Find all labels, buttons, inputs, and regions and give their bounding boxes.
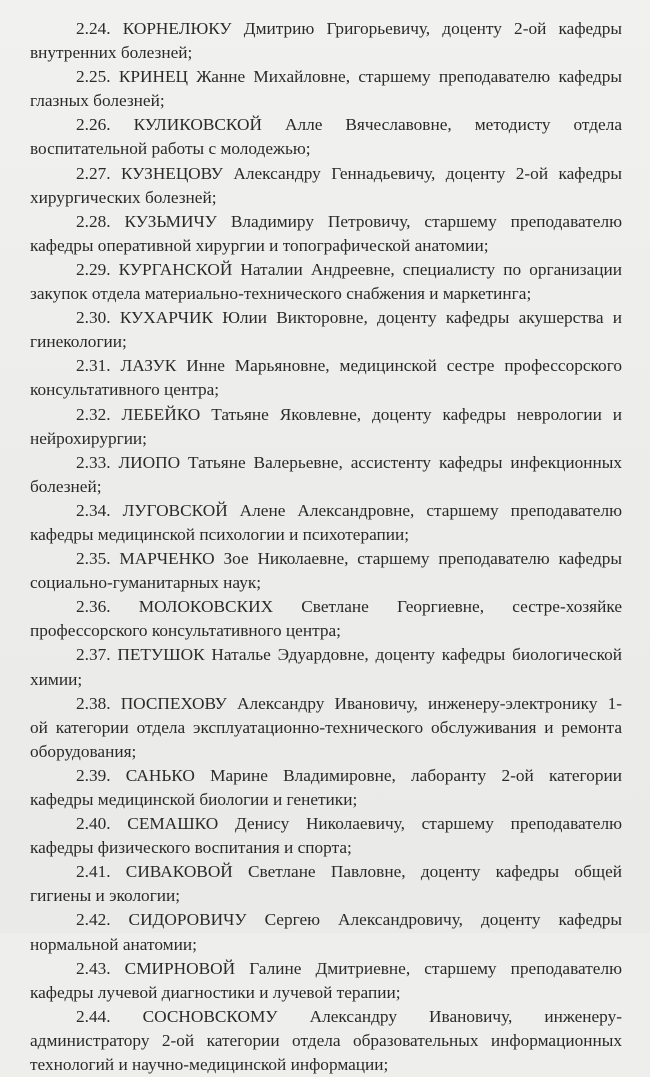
list-item bbox=[30, 547, 622, 595]
list-item-line: администратору 2-ой категории отдела образовательных информационных bbox=[30, 1030, 622, 1050]
list-item-line: кафедры медицинской биологии и генетики; bbox=[30, 790, 358, 809]
list-item-line: нейрохирургии; bbox=[30, 428, 147, 448]
list-item-line: внутренних болезней; bbox=[30, 43, 193, 63]
list-item bbox=[30, 1005, 622, 1077]
list-item-line: ой категории отдела эксплуатационно-технического обслуживания и ремонта bbox=[30, 717, 622, 737]
list-item-line: кафедры оперативной хирургии и топографической анатомии; bbox=[30, 235, 489, 255]
list-item-line: хирургических болезней; bbox=[30, 187, 217, 207]
list-item-first-line: 2.26. КУЛИКОВСКОЙ Алле Вячеславовне, методисту отдела bbox=[76, 115, 622, 135]
list-item bbox=[30, 957, 622, 1005]
list-item-first-line: 2.29. КУРГАНСКОЙ Наталии Андреевне, специалисту по организации bbox=[76, 259, 622, 279]
list-item-first-line: 2.40. СЕМАШКО Денису Николаевичу, старшему преподавателю bbox=[76, 814, 622, 834]
list-item-line: химии; bbox=[30, 669, 83, 689]
list-item-line: кафедры медицинской психологии и психотерапии; bbox=[30, 524, 410, 544]
list-item-line: гигиены и экологии; bbox=[30, 886, 181, 906]
list-item-first-line: 2.44. СОСНОВСКОМУ Александру Ивановичу, инженеру- bbox=[76, 1006, 622, 1026]
list-item-first-line: 2.33. ЛИОПО Татьяне Валерьевне, ассистенту кафедры инфекционных bbox=[76, 452, 622, 472]
list-item bbox=[30, 162, 622, 210]
list-item-line: консультативного центра; bbox=[30, 380, 220, 400]
document-body bbox=[30, 17, 622, 1077]
list-item bbox=[30, 595, 622, 643]
list-item bbox=[30, 860, 622, 908]
list-item-first-line: 2.32. ЛЕБЕЙКО Татьяне Яковлевне, доценту кафедры неврологии и bbox=[76, 404, 622, 424]
list-item bbox=[30, 17, 622, 65]
list-item bbox=[30, 643, 622, 691]
list-item-line: технологий и научно-медицинской информации; bbox=[30, 1055, 389, 1075]
list-item bbox=[30, 258, 622, 306]
list-item bbox=[30, 354, 622, 402]
list-item-first-line: 2.27. КУЗНЕЦОВУ Александру Геннадьевичу, доценту 2-ой кафедры bbox=[76, 163, 622, 183]
list-item-line: кафедры физического воспитания и спорта; bbox=[30, 838, 352, 858]
list-item-first-line: 2.31. ЛАЗУК Инне Марьяновне, медицинской сестре профессорского bbox=[76, 356, 622, 376]
list-item-line: воспитательной работы с молодежью; bbox=[30, 139, 311, 159]
list-item bbox=[30, 210, 622, 258]
list-item-first-line: 2.28. КУЗЬМИЧУ Владимиру Петровичу, старшему преподавателю bbox=[76, 211, 622, 231]
list-item-line: оборудования; bbox=[30, 741, 137, 761]
list-item bbox=[30, 499, 622, 547]
list-item-first-line: 2.42. СИДОРОВИЧУ Сергею Александровичу, доценту кафедры bbox=[76, 910, 622, 930]
list-item-line: глазных болезней; bbox=[30, 91, 165, 111]
list-item bbox=[30, 451, 622, 499]
list-item-first-line: 2.39. САНЬКО Марине Владимировне, лаборанту 2-ой категории bbox=[76, 765, 622, 785]
list-item-first-line: 2.35. МАРЧЕНКО Зое Николаевне, старшему преподавателю кафедры bbox=[76, 549, 622, 569]
list-item-line: закупок отдела материально-технического снабжения и маркетинга; bbox=[30, 284, 532, 304]
list-item-first-line: 2.41. СИВАКОВОЙ Светлане Павловне, доценту кафедры общей bbox=[76, 862, 622, 882]
list-item-line: социально-гуманитарных наук; bbox=[30, 573, 262, 593]
list-item-line: гинекологии; bbox=[30, 332, 127, 352]
list-item bbox=[30, 306, 622, 354]
list-item-first-line: 2.34. ЛУГОВСКОЙ Алене Александровне, старшему преподавателю bbox=[76, 500, 622, 520]
list-item-line: болезней; bbox=[30, 476, 102, 496]
list-item-first-line: 2.43. СМИРНОВОЙ Галине Дмитриевне, старшему преподавателю bbox=[76, 958, 622, 978]
list-item bbox=[30, 764, 622, 812]
list-item-line: кафедры лучевой диагностики и лучевой терапии; bbox=[30, 982, 401, 1002]
list-item-first-line: 2.36. МОЛОКОВСКИХ Светлане Георгиевне, сестре-хозяйке bbox=[76, 597, 622, 617]
list-item bbox=[30, 692, 622, 764]
list-item bbox=[30, 812, 622, 860]
list-item-first-line: 2.37. ПЕТУШОК Наталье Эдуардовне, доценту кафедры биологической bbox=[76, 645, 622, 665]
list-item-first-line: 2.38. ПОСПЕХОВУ Александру Ивановичу, инженеру-электронику 1- bbox=[76, 693, 622, 713]
list-item bbox=[30, 113, 622, 161]
list-item bbox=[30, 65, 622, 113]
list-item-first-line: 2.25. КРИНЕЦ Жанне Михайловне, старшему преподавателю кафедры bbox=[76, 67, 622, 87]
list-item-line: профессорского консультативного центра; bbox=[30, 621, 341, 641]
list-item-line: нормальной анатомии; bbox=[30, 934, 197, 954]
list-item bbox=[30, 403, 622, 451]
list-item-first-line: 2.30. КУХАРЧИК Юлии Викторовне, доценту кафедры акушерства и bbox=[76, 308, 622, 328]
list-item-first-line: 2.24. КОРНЕЛЮКУ Дмитрию Григорьевичу, доценту 2-ой кафедры bbox=[76, 19, 622, 38]
